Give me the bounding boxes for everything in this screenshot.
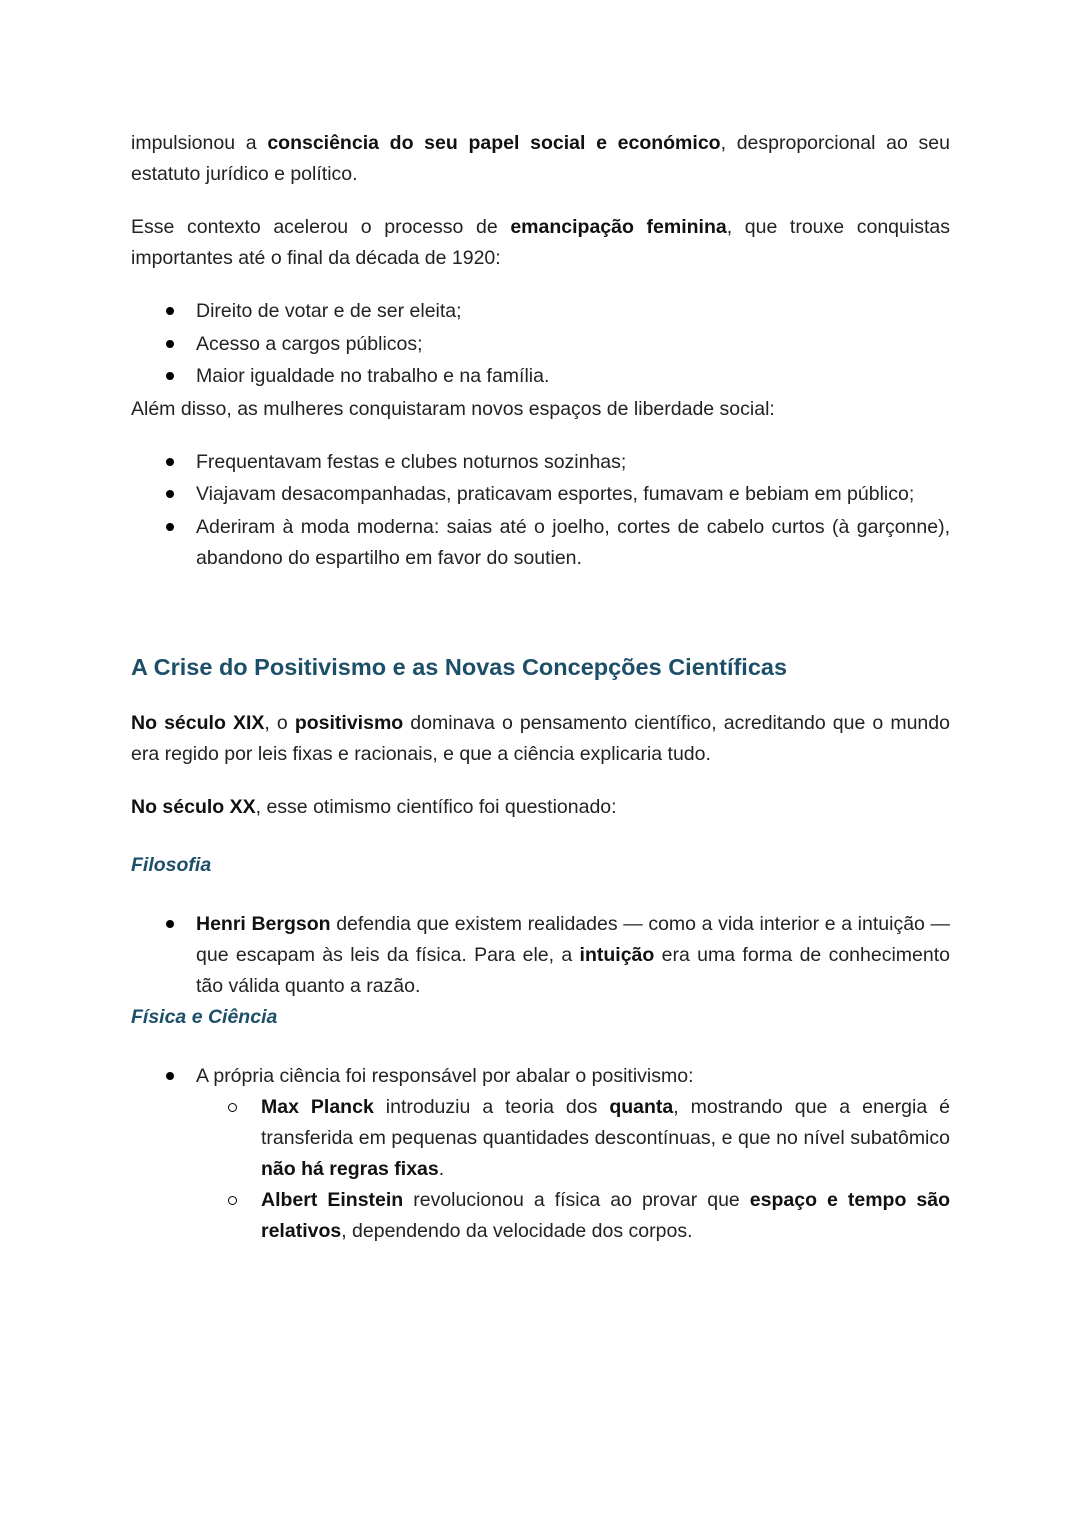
bold-text: Albert Einstein (261, 1189, 404, 1211)
list-item: Direito de votar e de ser eleita; (196, 296, 950, 327)
bold-text: quanta (609, 1096, 674, 1118)
text: era uma forma de conhecimento tão válida quanto a razão. (196, 943, 950, 997)
bold-text: emancipação feminina (510, 216, 727, 238)
bold-text: Henri Bergson (196, 912, 331, 935)
list-item: Acesso a cargos públicos; (196, 329, 950, 360)
philosophy-list (131, 909, 950, 1002)
bold-text: consciência do seu papel social e económico (267, 132, 721, 154)
text: . (438, 1158, 445, 1180)
list-item (196, 909, 950, 1002)
bold-text: positivismo (294, 711, 404, 734)
text: , dependendo da velocidade dos corpos. (341, 1220, 693, 1242)
list-item: Frequentavam festas e clubes noturnos sozinhas; (196, 447, 950, 478)
bold-text: No século XX (131, 795, 256, 818)
list-item (196, 1061, 950, 1247)
text: dominava o pensamento científico, acreditando que o mundo era regido por leis fixas e racionais, e que a ciência explicaria tudo. (131, 711, 950, 765)
bold-text: não há regras fixas (261, 1158, 439, 1180)
list-item: Viajavam desacompanhadas, praticavam esportes, fumavam e bebiam em público; (196, 479, 950, 510)
bold-text: No século XIX (131, 711, 265, 734)
subheading-philosophy: Filosofia (131, 853, 212, 876)
conquests-list (131, 296, 950, 392)
freedoms-list (131, 447, 950, 574)
paragraph-positivism (131, 708, 950, 770)
paragraph-social-freedom: Além disso, as mulheres conquistaram novos espaços de liberdade social: (131, 397, 775, 420)
section-heading: A Crise do Positivismo e as Novas Concepções Científicas (131, 653, 788, 680)
text: introduziu a teoria dos (373, 1096, 610, 1118)
text: , esse otimismo científico foi questionado: (255, 795, 617, 818)
subheading-physics: Física e Ciência (131, 1006, 278, 1028)
sub-list-item-einstein (261, 1185, 950, 1247)
list-item: Maior igualdade no trabalho e na família. (196, 361, 950, 392)
list-item: Aderiram à moda moderna: saias até o joelho, cortes de cabelo curtos (à garçonne), abandono do espartilho em favor do soutien. (196, 512, 950, 574)
physics-list (131, 1061, 950, 1247)
paragraph-social-role (131, 128, 950, 190)
text: Esse contexto acelerou o processo de (131, 216, 511, 238)
text: A própria ciência foi responsável por abalar o positivismo: (196, 1065, 694, 1087)
text: impulsionou a (131, 132, 268, 154)
text: , o (264, 711, 295, 734)
paragraph-emancipation (131, 212, 950, 274)
bold-text: Max Planck (261, 1096, 374, 1118)
text: defendia que existem realidades — como a vida interior e a intuição — que escapam às leis da física. Para ele, a (196, 912, 951, 966)
text: revolucionou a física ao provar que (403, 1189, 750, 1211)
physics-sublist (196, 1092, 950, 1247)
paragraph-20th-century (131, 792, 950, 823)
bold-text: espaço e tempo são relativos (261, 1189, 951, 1242)
bold-text: intuição (579, 943, 655, 966)
text: , mostrando que a energia é transferida em pequenas quantidades descontínuas, e que no nível subatômico (261, 1096, 950, 1149)
sub-list-item-planck (261, 1092, 950, 1185)
text: , desproporcional ao seu estatuto jurídico e político. (131, 132, 950, 185)
text: , que trouxe conquistas importantes até o final da década de 1920: (131, 216, 950, 269)
